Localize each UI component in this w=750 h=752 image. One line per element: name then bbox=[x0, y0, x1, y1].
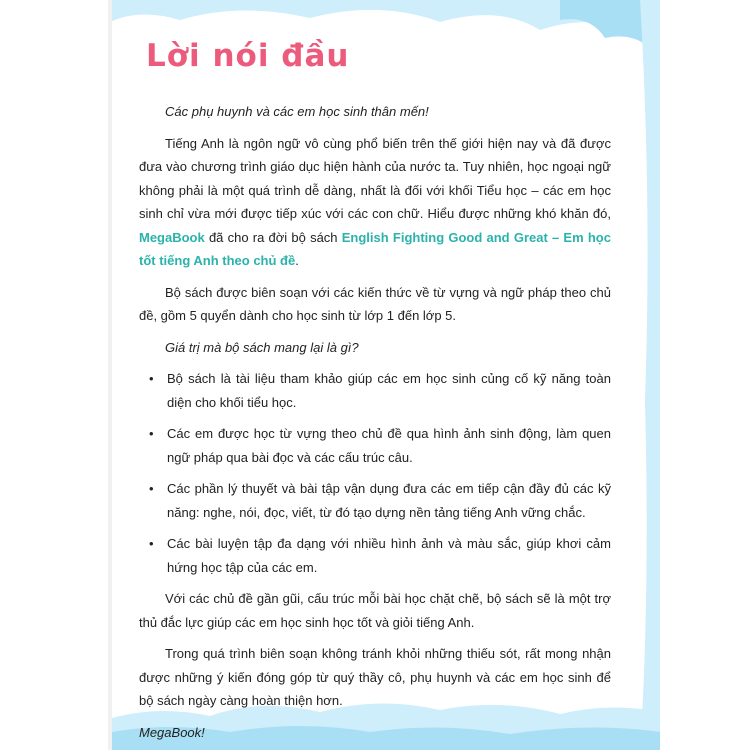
list-item: • Các phần lý thuyết và bài tập vận dụng đưa các em tiếp cận đầy đủ các kỹ năng: nghe, nói, đọc, viết, từ đó tạo dựng nền tảng tiếng Anh vững chắc. bbox=[139, 477, 611, 524]
paragraph-intro bbox=[139, 132, 611, 273]
question-heading: Giá trị mà bộ sách mang lại là gì? bbox=[165, 339, 359, 355]
benefits-list bbox=[139, 367, 611, 579]
intro-text-continued: đã cho ra đời bộ sách bbox=[208, 229, 338, 245]
preface-body bbox=[139, 100, 611, 752]
preface-page bbox=[118, 18, 638, 740]
greeting: Các phụ huynh và các em học sinh thân mến! bbox=[165, 104, 429, 119]
paragraph-closing: Trong quá trình biên soạn không tránh khỏi những thiếu sót, rất mong nhận được những ý kiến đóng góp từ quý thầy cô, phụ huynh và các em học sinh để bộ sách ngày càng hoàn thiện hơn. bbox=[139, 646, 611, 708]
list-item: • Các bài luyện tập đa dạng với nhiều hình ảnh và màu sắc, giúp khơi cảm hứng học tập của các em. bbox=[139, 532, 611, 579]
list-item: • Bộ sách là tài liệu tham khảo giúp các em học sinh củng cố kỹ năng toàn diện cho khối tiểu học. bbox=[139, 367, 611, 414]
signature: MegaBook! bbox=[139, 724, 205, 740]
brand-name: MegaBook bbox=[139, 229, 205, 245]
paragraph-series: Bộ sách được biên soạn với các kiến thức về từ vựng và ngữ pháp theo chủ đề, gồm 5 quyển dành cho học sinh từ lớp 1 đến lớp 5. bbox=[139, 284, 611, 323]
paragraph-summary: Với các chủ đề gần gũi, cấu trúc mỗi bài học chặt chẽ, bộ sách sẽ là một trợ thủ đắc lực giúp các em học sinh học tốt và giỏi tiếng Anh. bbox=[139, 591, 611, 630]
intro-end: . bbox=[295, 253, 299, 268]
list-item: • Các em được học từ vựng theo chủ đề qua hình ảnh sinh động, làm quen ngữ pháp qua bài đọc và các cấu trúc câu. bbox=[139, 422, 611, 469]
page-title: Lời nói đầu bbox=[146, 38, 350, 74]
intro-text: Tiếng Anh là ngôn ngữ vô cùng phổ biến trên thế giới hiện nay và đã được đưa vào chương trình giáo dục hiện hành của nước ta. Tuy nhiên, học ngoại ngữ không phải là một quá trình dễ dàng, nhất là đối với khối Tiểu học – các em học sinh chỉ vừa mới được tiếp xúc với các con chữ. Hiểu được những khó khăn đó, bbox=[139, 135, 611, 221]
book-title: English Fighting Good and Great – Em học tốt tiếng Anh theo chủ đề bbox=[139, 229, 611, 268]
